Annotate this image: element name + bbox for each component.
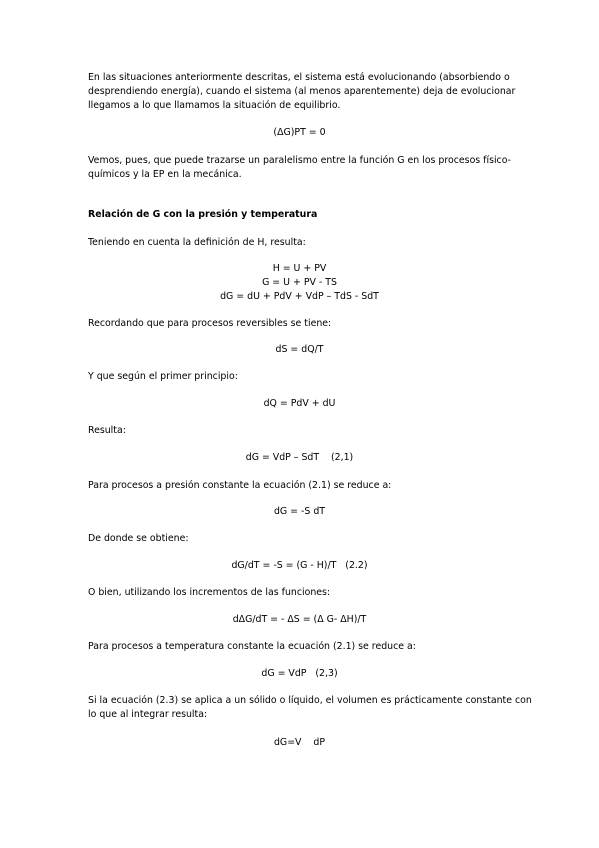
equation-2-3: dG = VdP (2,3) <box>261 668 338 679</box>
paragraph-line: Y que según el primer principio: <box>88 371 238 382</box>
equation-g: G = U + PV - TS <box>262 277 337 288</box>
paragraph-line: Para procesos a presión constante la ecuación (2.1) se reduce a: <box>88 480 392 491</box>
equation-increments: dΔG/dT = - ΔS = (Δ G- ΔH)/T <box>232 614 367 625</box>
equation-equilibrium: (ΔG)PT = 0 <box>273 127 326 138</box>
paragraph-line: lo que al integrar resulta: <box>88 709 208 720</box>
paragraph-line: químicos y la EP en la mecánica. <box>88 169 242 180</box>
paragraph-line: Para procesos a temperatura constante la ecuación (2.1) se reduce a: <box>88 641 416 652</box>
equation-dg-sdt: dG = -S dT <box>273 506 326 517</box>
paragraph-line: Si la ecuación (2.3) se aplica a un sólido o líquido, el volumen es prácticamente constante con <box>88 695 532 706</box>
paragraph-line: Resulta: <box>88 425 126 436</box>
equation-dg: dG = dU + PdV + VdP – TdS - SdT <box>220 291 379 302</box>
paragraph-line: En las situaciones anteriormente descritas, el sistema está evolucionando (absorbiendo o <box>88 72 510 83</box>
paragraph-line: llegamos a lo que llamamos la situación de equilibrio. <box>88 100 341 111</box>
equation-2-1: dG = VdP – SdT (2,1) <box>245 452 354 463</box>
equation-ds: dS = dQ/T <box>275 344 324 355</box>
paragraph-line: Vemos, pues, que puede trazarse un paralelismo entre la función G en los procesos físico- <box>88 155 512 166</box>
paragraph-line: De donde se obtiene: <box>88 533 189 544</box>
equation-2-2: dG/dT = -S = (G - H)/T (2.2) <box>231 560 368 571</box>
paragraph-line: desprendiendo energía), cuando el sistema (al menos aparentemente) deja de evolucionar <box>88 86 516 97</box>
paragraph-line: O bien, utilizando los incrementos de las funciones: <box>88 587 331 598</box>
section-heading: Relación de G con la presión y temperatura <box>88 209 318 220</box>
equation-h: H = U + PV <box>272 263 327 274</box>
equation-integral: dG=V dP <box>273 737 325 748</box>
paragraph-line: Recordando que para procesos reversibles se tiene: <box>88 318 332 329</box>
paragraph-line: Teniendo en cuenta la definición de H, resulta: <box>88 237 306 248</box>
equation-dq: dQ = PdV + dU <box>263 398 336 409</box>
